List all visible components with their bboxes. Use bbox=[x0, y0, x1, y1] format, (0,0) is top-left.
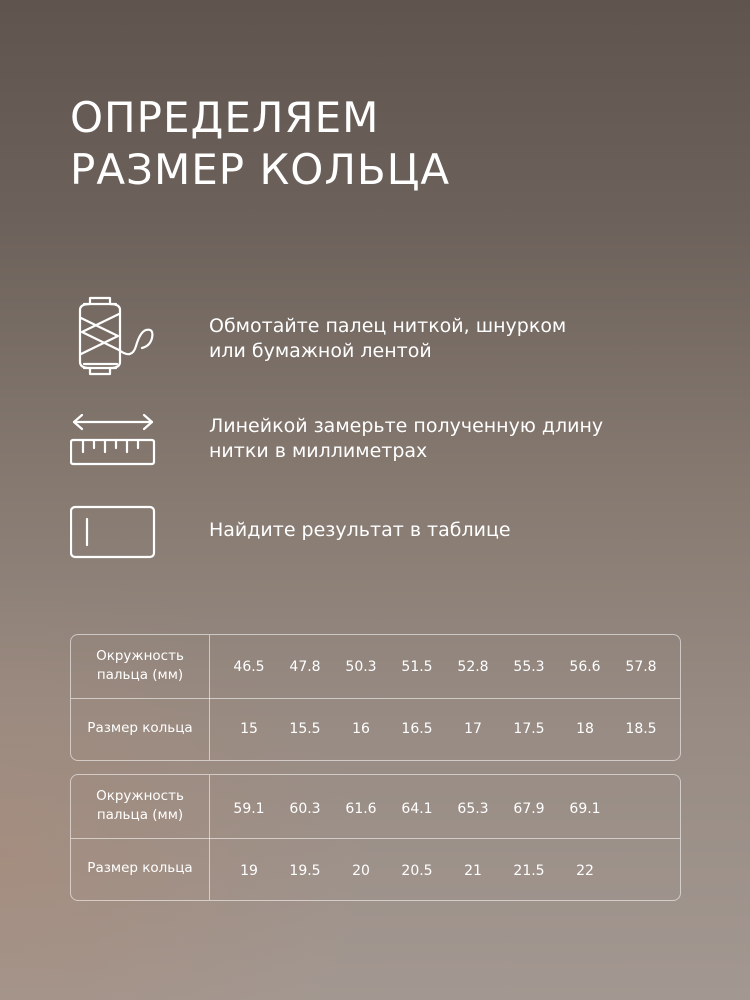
header-ring-size: Размер кольца bbox=[87, 720, 193, 736]
header-circumference-line-2: пальца (мм) bbox=[96, 667, 184, 683]
step-1-line-2: или бумажной лентой bbox=[209, 340, 432, 362]
header-circumference bbox=[71, 787, 209, 825]
ring-size-cell: 16 bbox=[352, 721, 370, 737]
ring-size-cell: 20 bbox=[352, 863, 370, 879]
step-3-text bbox=[209, 518, 511, 543]
title-line-2: РАЗМЕР КОЛЬЦА bbox=[70, 145, 451, 194]
step-2-text bbox=[209, 414, 603, 464]
table-divider-horizontal bbox=[71, 838, 680, 839]
page-title bbox=[70, 92, 450, 196]
table-divider-horizontal bbox=[71, 698, 680, 699]
header-ring-size: Размер кольца bbox=[87, 860, 193, 876]
size-table-1 bbox=[70, 634, 681, 761]
circumference-cell: 64.1 bbox=[401, 801, 433, 817]
ruler-icon bbox=[70, 412, 160, 492]
circumference-cell: 67.9 bbox=[513, 801, 545, 817]
step-find-result bbox=[70, 505, 690, 585]
ring-size-cell: 18 bbox=[576, 721, 594, 737]
ring-size-cell: 18.5 bbox=[625, 721, 657, 737]
ring-size-cell: 15 bbox=[240, 721, 258, 737]
step-1-text bbox=[209, 314, 566, 364]
circumference-cell: 50.3 bbox=[345, 659, 377, 675]
step-2-line-1: Линейкой замерьте полученную длину bbox=[209, 415, 604, 437]
circumference-cell: 56.6 bbox=[569, 659, 601, 675]
circumference-cell: 57.8 bbox=[625, 659, 657, 675]
header-circumference bbox=[71, 647, 209, 685]
ring-size-cell: 17 bbox=[464, 721, 482, 737]
ring-size-cell: 16.5 bbox=[401, 721, 433, 737]
circumference-cell: 65.3 bbox=[457, 801, 489, 817]
circumference-cell: 47.8 bbox=[289, 659, 321, 675]
circumference-cell: 55.3 bbox=[513, 659, 545, 675]
circumference-cell: 52.8 bbox=[457, 659, 489, 675]
ring-size-cell: 22 bbox=[576, 863, 594, 879]
step-wrap-finger bbox=[70, 296, 690, 376]
circumference-cell: 46.5 bbox=[233, 659, 265, 675]
step-measure-length bbox=[70, 412, 690, 492]
header-circumference-line-2: пальца (мм) bbox=[96, 807, 184, 823]
size-table-2 bbox=[70, 774, 681, 901]
step-2-line-2: нитки в миллиметрах bbox=[209, 440, 428, 462]
ring-size-cell: 19.5 bbox=[289, 863, 321, 879]
thread-spool-icon bbox=[70, 296, 160, 376]
step-3-line-1: Найдите результат в таблице bbox=[209, 519, 511, 541]
table-icon bbox=[70, 505, 160, 585]
ring-size-cell: 21 bbox=[464, 863, 482, 879]
circumference-cell: 59.1 bbox=[233, 801, 265, 817]
circumference-cell: 51.5 bbox=[401, 659, 433, 675]
ring-size-cell: 17.5 bbox=[513, 721, 545, 737]
ring-size-cell: 21.5 bbox=[513, 863, 545, 879]
circumference-cell: 61.6 bbox=[345, 801, 377, 817]
step-1-line-1: Обмотайте палец ниткой, шнурком bbox=[209, 315, 567, 337]
ring-size-cell: 20.5 bbox=[401, 863, 433, 879]
ring-size-cell: 19 bbox=[240, 863, 258, 879]
circumference-cell: 69.1 bbox=[569, 801, 601, 817]
ring-size-cell: 15.5 bbox=[289, 721, 321, 737]
header-circumference-line-1: Окружность bbox=[96, 788, 184, 804]
title-line-1: ОПРЕДЕЛЯЕМ bbox=[70, 93, 380, 142]
circumference-cell: 60.3 bbox=[289, 801, 321, 817]
header-circumference-line-1: Окружность bbox=[96, 648, 184, 664]
